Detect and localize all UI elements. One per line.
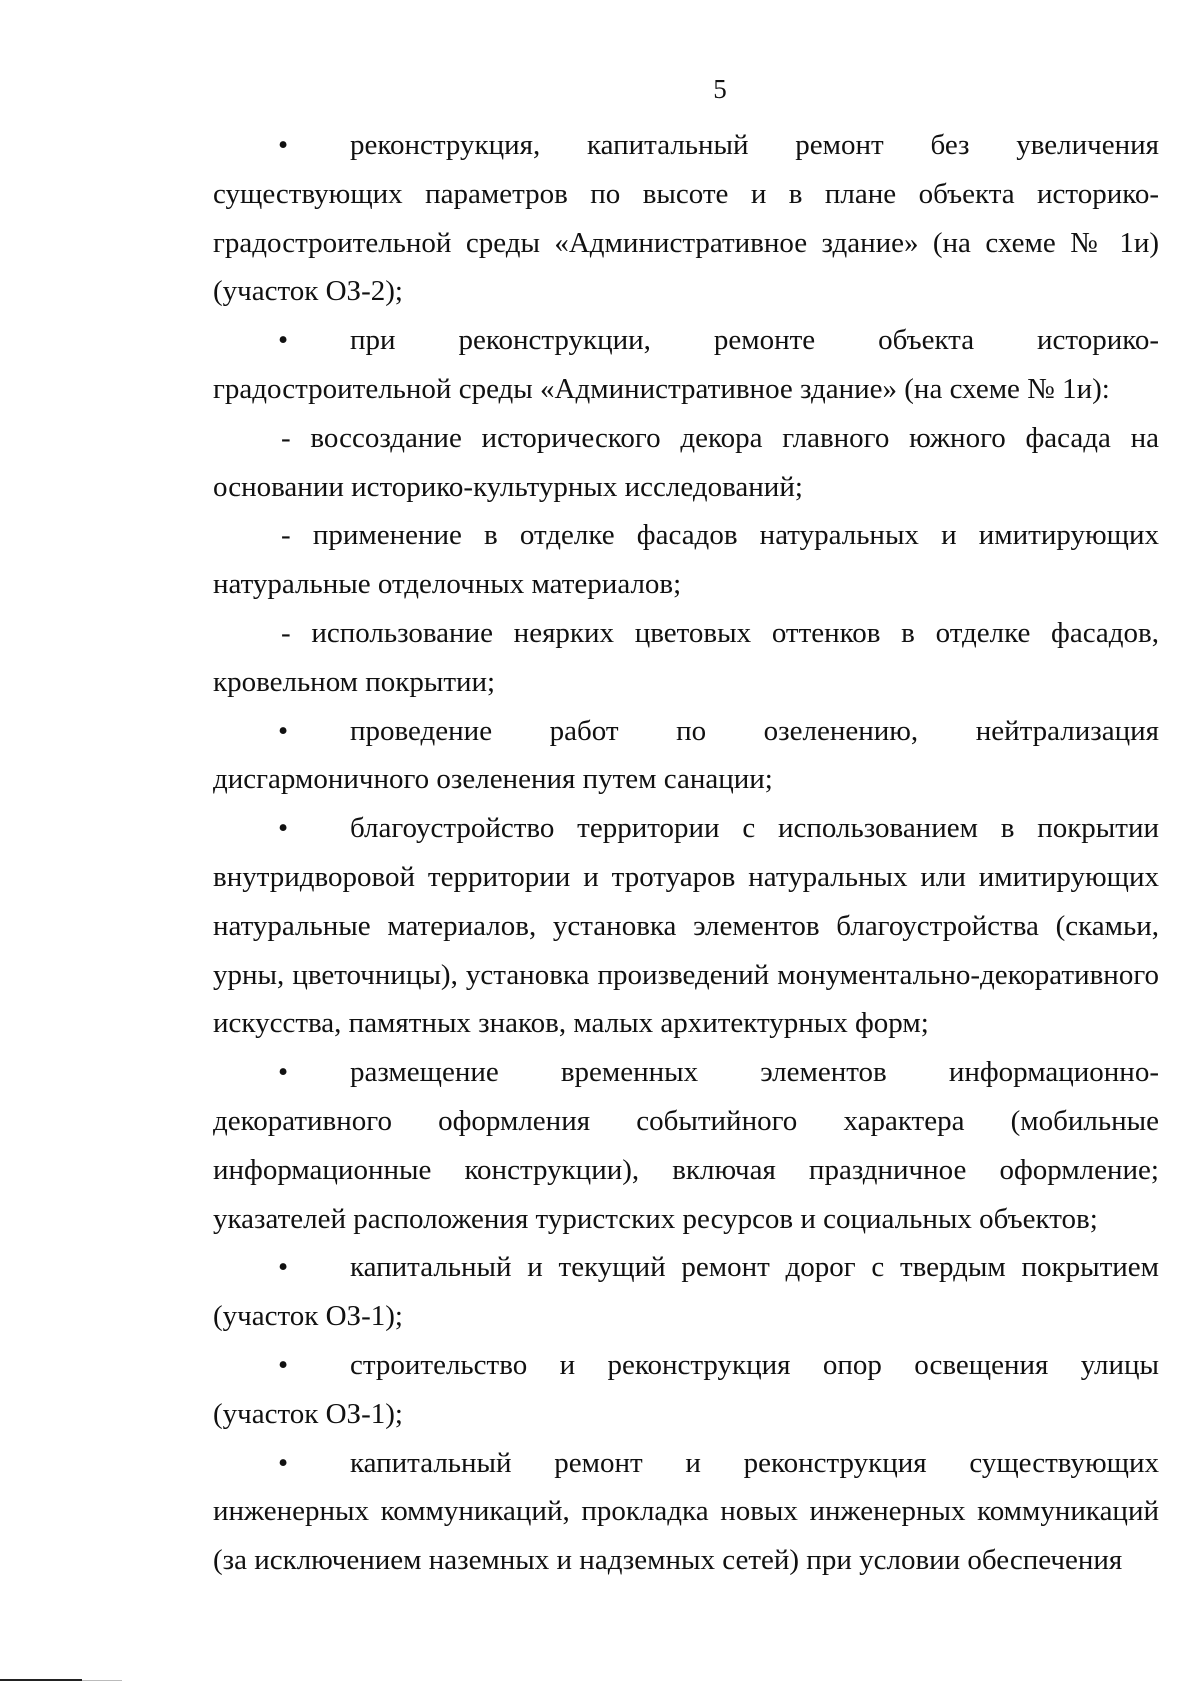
bullet-paragraph bbox=[213, 1048, 1159, 1243]
paragraph-text: размещение временных элементов информационно- bbox=[350, 1056, 1159, 1089]
paragraph-line: внутридворовой территории и тротуаров натуральных или имитирующих bbox=[213, 860, 1159, 893]
bullet-paragraph bbox=[213, 316, 1159, 414]
dash-paragraph bbox=[213, 511, 1159, 609]
paragraph-line: указателей расположения туристских ресурсов и социальных объектов; bbox=[213, 1202, 1098, 1235]
paragraph-line: декоративного оформления событийного характера (мобильные bbox=[213, 1104, 1159, 1137]
paragraph-line: (участок ОЗ-1); bbox=[213, 1300, 403, 1333]
bullet-marker: • bbox=[278, 714, 289, 747]
paragraph-first-line bbox=[213, 1048, 1159, 1097]
paragraph-line: основании историко-культурных исследований; bbox=[213, 470, 803, 503]
bullet-paragraph bbox=[213, 121, 1159, 316]
bullet-marker: • bbox=[278, 129, 289, 161]
paragraph-line: натуральные отделочных материалов; bbox=[213, 568, 682, 601]
bullet-paragraph bbox=[213, 1439, 1159, 1585]
paragraph-line: существующих параметров по высоте и в плане объекта историко- bbox=[213, 177, 1159, 210]
paragraph-first-line bbox=[213, 707, 1159, 756]
paragraph-text: строительство и реконструкция опор освещения улицы bbox=[350, 1348, 1159, 1381]
dash-paragraph bbox=[213, 609, 1159, 707]
paragraph-first-line: - использование неярких цветовых оттенков в отделке фасадов, bbox=[281, 616, 1159, 649]
paragraph-line: информационные конструкции), включая праздничное оформление; bbox=[213, 1153, 1159, 1186]
paragraph-first-line bbox=[213, 316, 1159, 365]
paragraph-first-line bbox=[213, 1243, 1159, 1292]
paragraph-first-line bbox=[213, 1341, 1159, 1390]
bullet-paragraph bbox=[213, 804, 1159, 1048]
paragraph-line: искусства, памятных знаков, малых архитектурных форм; bbox=[213, 1007, 929, 1040]
paragraph-line: (за исключением наземных и надземных сетей) при условии обеспечения bbox=[213, 1544, 1123, 1577]
bullet-marker: • bbox=[278, 812, 289, 845]
paragraph-first-line: - применение в отделке фасадов натуральных и имитирующих bbox=[281, 519, 1159, 552]
paragraph-first-line: - воссоздание исторического декора главного южного фасада на bbox=[281, 421, 1159, 454]
bullet-marker: • bbox=[278, 1251, 289, 1284]
paragraph-text: проведение работ по озеленению, нейтрализация bbox=[350, 714, 1159, 747]
paragraph-line: градостроительной среды «Административное здание» (на схеме № 1и): bbox=[213, 372, 1110, 405]
paragraph-line: инженерных коммуникаций, прокладка новых инженерных коммуникаций bbox=[213, 1495, 1159, 1528]
bullet-paragraph bbox=[213, 1243, 1159, 1341]
paragraph-text: реконструкция, капитальный ремонт без увеличения bbox=[350, 129, 1159, 161]
paragraph-line: (участок ОЗ-1); bbox=[213, 1397, 403, 1430]
paragraph-first-line bbox=[213, 1439, 1159, 1488]
document-body bbox=[213, 121, 1159, 1585]
paragraph-first-line bbox=[213, 804, 1159, 853]
paragraph-line: (участок ОЗ-2); bbox=[213, 275, 403, 308]
bullet-marker: • bbox=[278, 324, 289, 357]
paragraph-text: благоустройство территории с использованием в покрытии bbox=[350, 812, 1159, 845]
bullet-marker: • bbox=[278, 1348, 289, 1381]
paragraph-line: дисгармоничного озеленения путем санации; bbox=[213, 763, 773, 796]
paragraph-text: при реконструкции, ремонте объекта историко- bbox=[350, 324, 1159, 357]
bullet-marker: • bbox=[278, 1056, 289, 1089]
bullet-marker: • bbox=[278, 1446, 289, 1479]
paragraph-text: капитальный и текущий ремонт дорог с твердым покрытием bbox=[350, 1251, 1159, 1284]
paragraph-line: натуральные материалов, установка элементов благоустройства (скамьи, bbox=[213, 909, 1159, 942]
bullet-paragraph bbox=[213, 1341, 1159, 1439]
page-number: 5 bbox=[713, 74, 727, 104]
paragraph-line: градостроительной среды «Административное здание» (на схеме № 1и) bbox=[213, 226, 1159, 259]
paragraph-line: урны, цветочницы), установка произведений монументально-декоративного bbox=[213, 958, 1159, 991]
paragraph-first-line bbox=[213, 121, 1159, 170]
bullet-paragraph bbox=[213, 707, 1159, 805]
paragraph-line: кровельном покрытии; bbox=[213, 665, 496, 698]
footer-rule-faint bbox=[82, 1680, 122, 1681]
footer-rule bbox=[0, 1679, 82, 1681]
paragraph-text: капитальный ремонт и реконструкция существующих bbox=[350, 1446, 1159, 1479]
dash-paragraph bbox=[213, 414, 1159, 512]
